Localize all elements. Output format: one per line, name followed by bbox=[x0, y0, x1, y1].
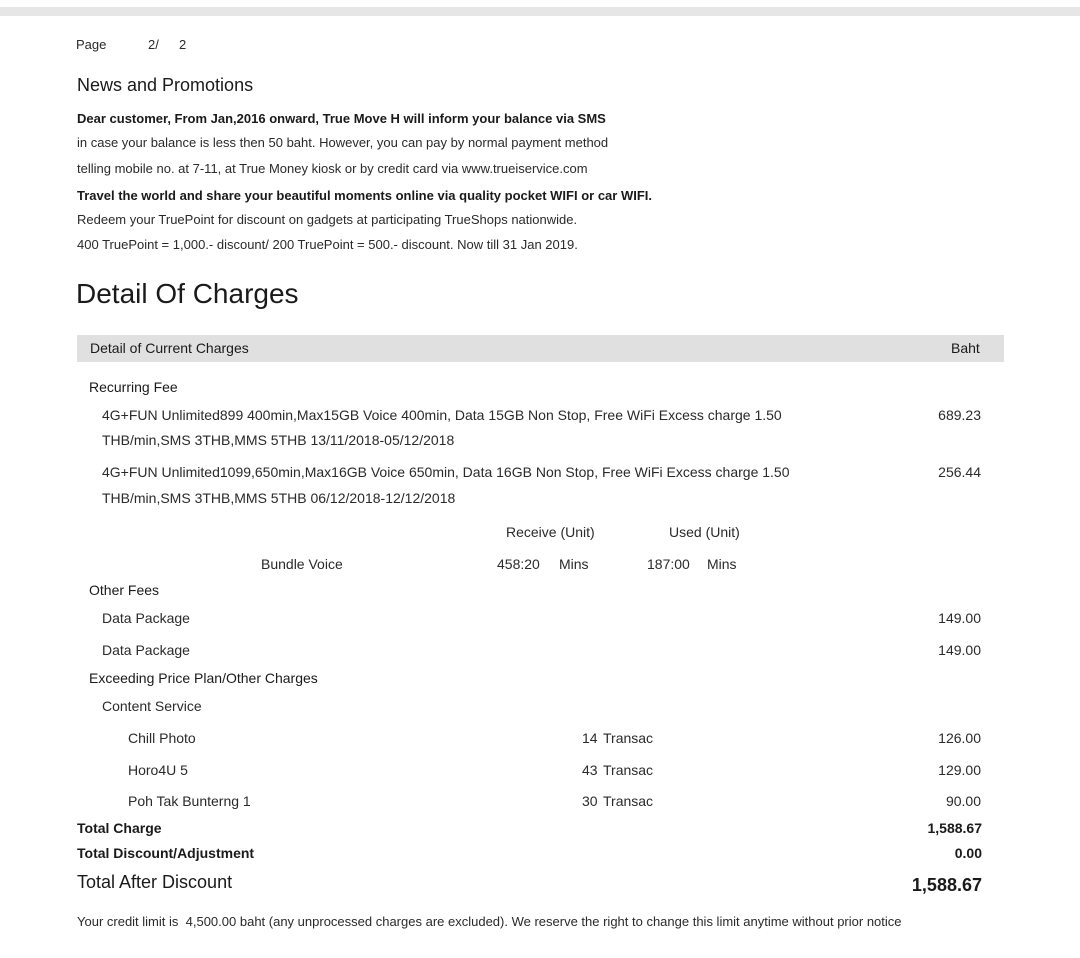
content-item-3-qty: 30 bbox=[582, 793, 598, 809]
recurring-item-2-line1: 4G+FUN Unlimited1099,650min,Max16GB Voice 650min, Data 16GB Non Stop, Free WiFi Excess charge 1.50 bbox=[102, 464, 790, 480]
other-fee-1-label: Data Package bbox=[102, 610, 190, 626]
table-header-label: Detail of Current Charges bbox=[90, 340, 249, 356]
news-line-5: Redeem your TruePoint for discount on gadgets at participating TrueShops nationwide. bbox=[77, 212, 578, 227]
content-item-3-unit: Transac bbox=[603, 793, 654, 809]
content-item-3-label: Poh Tak Bunterng 1 bbox=[128, 793, 251, 809]
bundle-receive-unit: Mins bbox=[559, 556, 589, 572]
content-item-1-qty: 14 bbox=[582, 730, 598, 746]
total-discount-label: Total Discount/Adjustment bbox=[77, 845, 255, 861]
content-service-label: Content Service bbox=[102, 698, 202, 714]
bundle-receive-header: Receive (Unit) bbox=[506, 524, 595, 540]
bundle-used-unit: Mins bbox=[707, 556, 737, 572]
content-item-2-unit: Transac bbox=[603, 762, 654, 778]
news-heading: News and Promotions bbox=[77, 75, 254, 95]
content-item-2-qty: 43 bbox=[582, 762, 598, 778]
recurring-item-2-amount: 256.44 bbox=[938, 464, 981, 480]
content-item-3-amount: 90.00 bbox=[945, 793, 981, 809]
news-line-4: Travel the world and share your beautiful moments online via quality pocket WIFI or car WIFI. bbox=[77, 188, 652, 203]
top-divider-bar bbox=[0, 7, 1080, 16]
credit-limit-amount: 4,500.00 bbox=[185, 914, 237, 929]
recurring-item-1-line2: THB/min,SMS 3THB,MMS 5THB 13/11/2018-05/12/2018 bbox=[102, 432, 455, 448]
recurring-fee-label: Recurring Fee bbox=[89, 379, 178, 395]
other-fee-1-amount: 149.00 bbox=[938, 610, 981, 626]
content-item-2-amount: 129.00 bbox=[938, 762, 981, 778]
recurring-item-2-line2: THB/min,SMS 3THB,MMS 5THB 06/12/2018-12/12/2018 bbox=[102, 490, 456, 506]
content-item-1-label: Chill Photo bbox=[128, 730, 196, 746]
content-item-1-unit: Transac bbox=[603, 730, 654, 746]
news-line-3: telling mobile no. at 7-11, at True Money kiosk or by credit card via www.trueiservice.com bbox=[77, 161, 588, 176]
total-charge-label: Total Charge bbox=[77, 820, 162, 836]
page-current: 2/ bbox=[148, 37, 159, 52]
bundle-used-value: 187:00 bbox=[647, 556, 690, 572]
page-total: 2 bbox=[179, 37, 187, 52]
content-item-2-label: Horo4U 5 bbox=[128, 762, 188, 778]
content-item-1-amount: 126.00 bbox=[938, 730, 981, 746]
credit-limit-suffix: baht (any unprocessed charges are excluded). We reserve the right to change this limit anytime without prior notice bbox=[239, 914, 902, 929]
credit-limit-note bbox=[77, 914, 902, 929]
recurring-item-1-line1: 4G+FUN Unlimited899 400min,Max15GB Voice 400min, Data 15GB Non Stop, Free WiFi Excess charge 1.50 bbox=[102, 407, 782, 423]
total-discount-amount: 0.00 bbox=[954, 845, 982, 861]
credit-limit-prefix: Your credit limit is bbox=[77, 914, 179, 929]
news-line-2: in case your balance is less then 50 baht. However, you can pay by normal payment method bbox=[77, 135, 609, 150]
table-header-currency: Baht bbox=[951, 340, 980, 356]
recurring-item-1-amount: 689.23 bbox=[938, 407, 981, 423]
total-charge-amount: 1,588.67 bbox=[927, 820, 982, 836]
bundle-voice-label: Bundle Voice bbox=[261, 556, 343, 572]
bundle-used-header: Used (Unit) bbox=[669, 524, 740, 540]
bundle-receive-value: 458:20 bbox=[497, 556, 540, 572]
charges-heading: Detail Of Charges bbox=[76, 278, 299, 309]
page-label: Page bbox=[76, 37, 107, 52]
other-fee-2-amount: 149.00 bbox=[938, 642, 981, 658]
other-fees-label: Other Fees bbox=[89, 582, 160, 598]
other-fee-2-label: Data Package bbox=[102, 642, 190, 658]
news-line-1: Dear customer, From Jan,2016 onward, True Move H will inform your balance via SMS bbox=[77, 111, 606, 126]
total-after-discount-amount: 1,588.67 bbox=[911, 875, 982, 895]
news-line-6: 400 TruePoint = 1,000.- discount/ 200 TruePoint = 500.- discount. Now till 31 Jan 2019. bbox=[77, 237, 578, 252]
exceeding-label: Exceeding Price Plan/Other Charges bbox=[89, 670, 318, 686]
total-after-discount-label: Total After Discount bbox=[77, 872, 233, 892]
